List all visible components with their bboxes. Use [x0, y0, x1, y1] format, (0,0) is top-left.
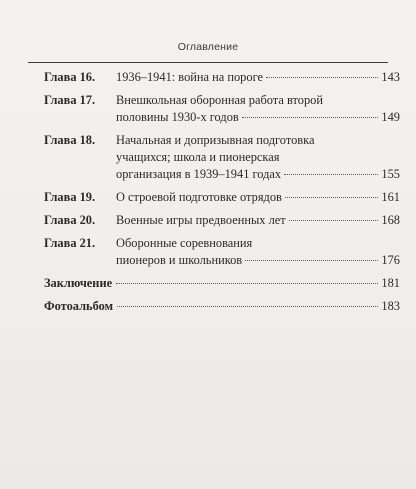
title-text: 1936–1941: война на пороге [116, 70, 263, 84]
toc-entry-conclusion[interactable] [44, 275, 400, 292]
title-line [116, 166, 400, 183]
title-line: учащихся; школа и пионерская [116, 150, 280, 164]
title-line: Внешкольная оборонная работа второй [116, 93, 323, 107]
chapter-label: Глава 17. [44, 93, 96, 107]
dot-leader [284, 173, 378, 175]
dot-leader [266, 76, 378, 78]
dot-leader [117, 305, 378, 307]
dot-leader [289, 219, 379, 221]
toc-entry-chapter-18[interactable] [44, 132, 400, 183]
title-text: пионеров и школьников [116, 253, 243, 267]
title-text: Военные игры предвоенных лет [116, 213, 286, 227]
section-label: Заключение [44, 276, 113, 290]
title-line [44, 275, 400, 292]
toc-entry-chapter-16[interactable] [44, 69, 400, 86]
page-number: 181 [381, 276, 400, 290]
title-line: Начальная и допризывная подготовка [116, 133, 315, 147]
chapter-label: Глава 16. [44, 70, 96, 84]
chapter-title [116, 69, 400, 86]
page-number: 168 [381, 213, 400, 227]
chapter-title [116, 132, 400, 183]
header-rule [28, 62, 388, 63]
title-text: организация в 1939–1941 годах [116, 167, 282, 181]
page-number: 183 [381, 299, 400, 313]
page-number: 161 [381, 190, 400, 204]
chapter-label: Глава 18. [44, 133, 96, 147]
dot-leader [116, 282, 378, 284]
dot-leader [242, 116, 379, 118]
section-title [44, 298, 400, 315]
toc-entry-chapter-17[interactable] [44, 92, 400, 126]
toc-entry-photo-album[interactable] [44, 298, 400, 315]
title-line [116, 212, 400, 229]
toc-entry-chapter-19[interactable] [44, 189, 400, 206]
section-title [44, 275, 400, 292]
chapter-title [116, 212, 400, 229]
title-line [116, 189, 400, 206]
chapter-label: Глава 19. [44, 190, 96, 204]
title-line [44, 298, 400, 315]
chapter-title [116, 189, 400, 206]
title-line [116, 109, 400, 126]
title-text: половины 1930-х годов [116, 110, 239, 124]
chapter-label: Глава 20. [44, 213, 96, 227]
chapter-title [116, 235, 400, 269]
toc-entry-chapter-21[interactable] [44, 235, 400, 269]
chapter-label: Глава 21. [44, 236, 96, 250]
page-number: 176 [381, 253, 400, 267]
title-line [116, 69, 400, 86]
toc-entry-chapter-20[interactable] [44, 212, 400, 229]
dot-leader [245, 259, 378, 261]
dot-leader [285, 196, 379, 198]
page-number: 155 [381, 167, 400, 181]
title-line [116, 252, 400, 269]
table-of-contents [44, 69, 400, 321]
title-line: Оборонные соревнования [116, 236, 253, 250]
section-label: Фотоальбом [44, 299, 114, 313]
chapter-title [116, 92, 400, 126]
running-head: Оглавление [177, 41, 239, 53]
page-number: 143 [381, 70, 400, 84]
page-number: 149 [381, 110, 400, 124]
title-text: О строевой подготовке отрядов [116, 190, 282, 204]
